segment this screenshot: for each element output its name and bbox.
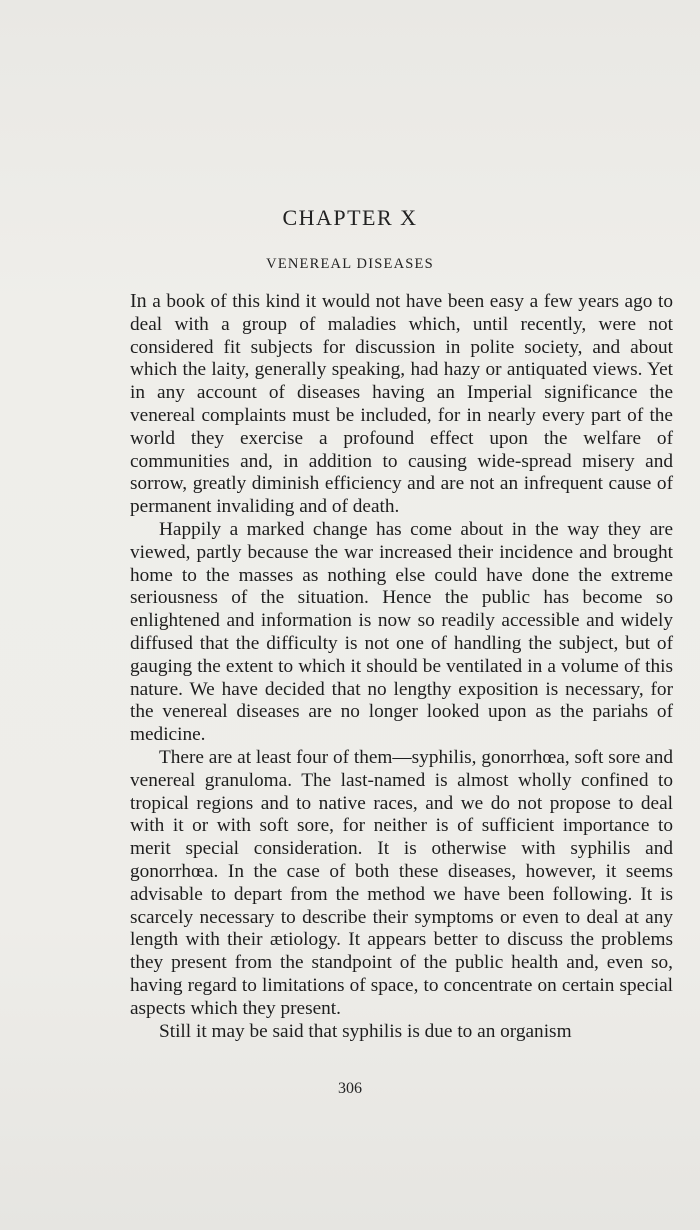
page-number: 306: [338, 1080, 362, 1097]
paragraph-4: Still it may be said that syphilis is due to an organism: [159, 1020, 572, 1042]
paragraph-lead-word: In: [130, 290, 147, 312]
paragraph-3: There are at least four of them—syphilis, gonorrhœa, soft sore and venereal granuloma. The last-named is almost wholly confined to tropical regions and to native races, and we do not propose to deal with it or with soft sore, for neither is of sufficient importance to merit special consideration. It is otherwise with syphilis and gonorrhœa. In the case of both these diseases, however, it seems advisable to depart from the method we have been following. It is scarcely necessary to describe their symptoms or even to deal at any length with their ætiology. It appears better to discuss the problems they present from the standpoint of the public health and, even so, having regard to limitations of space, to concentrate on certain special aspects which they present.: [130, 746, 674, 1019]
paragraph-1-text: a book of this kind it would not have been easy a few years ago to deal with a group of maladies which, until recently, were not considered fit subjects for discussion in polite society, and about which the laity, generally speaking, had hazy or antiquated views. Yet in any account of diseases having an Imperial significance the venereal complaints must be included, for in nearly every part of the world they exercise a profound effect upon the welfare of communities and, in addition to causing wide-spread misery and sorrow, greatly diminish efficiency and are not an infrequent cause of permanent invaliding and of death.: [130, 291, 673, 518]
chapter-title: VENEREAL DISEASES: [266, 256, 434, 272]
paragraph-2: Happily a marked change has come about in the way they are viewed, partly because the war increased their incidence and brought home to the masses as nothing else could have done the extreme seriousness of the situation. Hence the public has become so enlightened and information is now so readily accessible and widely diffused that the difficulty is not one of handling the subject, but of gauging the extent to which it should be ventilated in a volume of this nature. We have decided that no lengthy exposition is necessary, for the venereal diseases are no longer looked upon as the pariahs of medicine.: [130, 518, 673, 746]
body-text: [130, 290, 673, 1043]
chapter-heading: CHAPTER X: [282, 205, 418, 230]
paragraph-1: [130, 290, 673, 519]
